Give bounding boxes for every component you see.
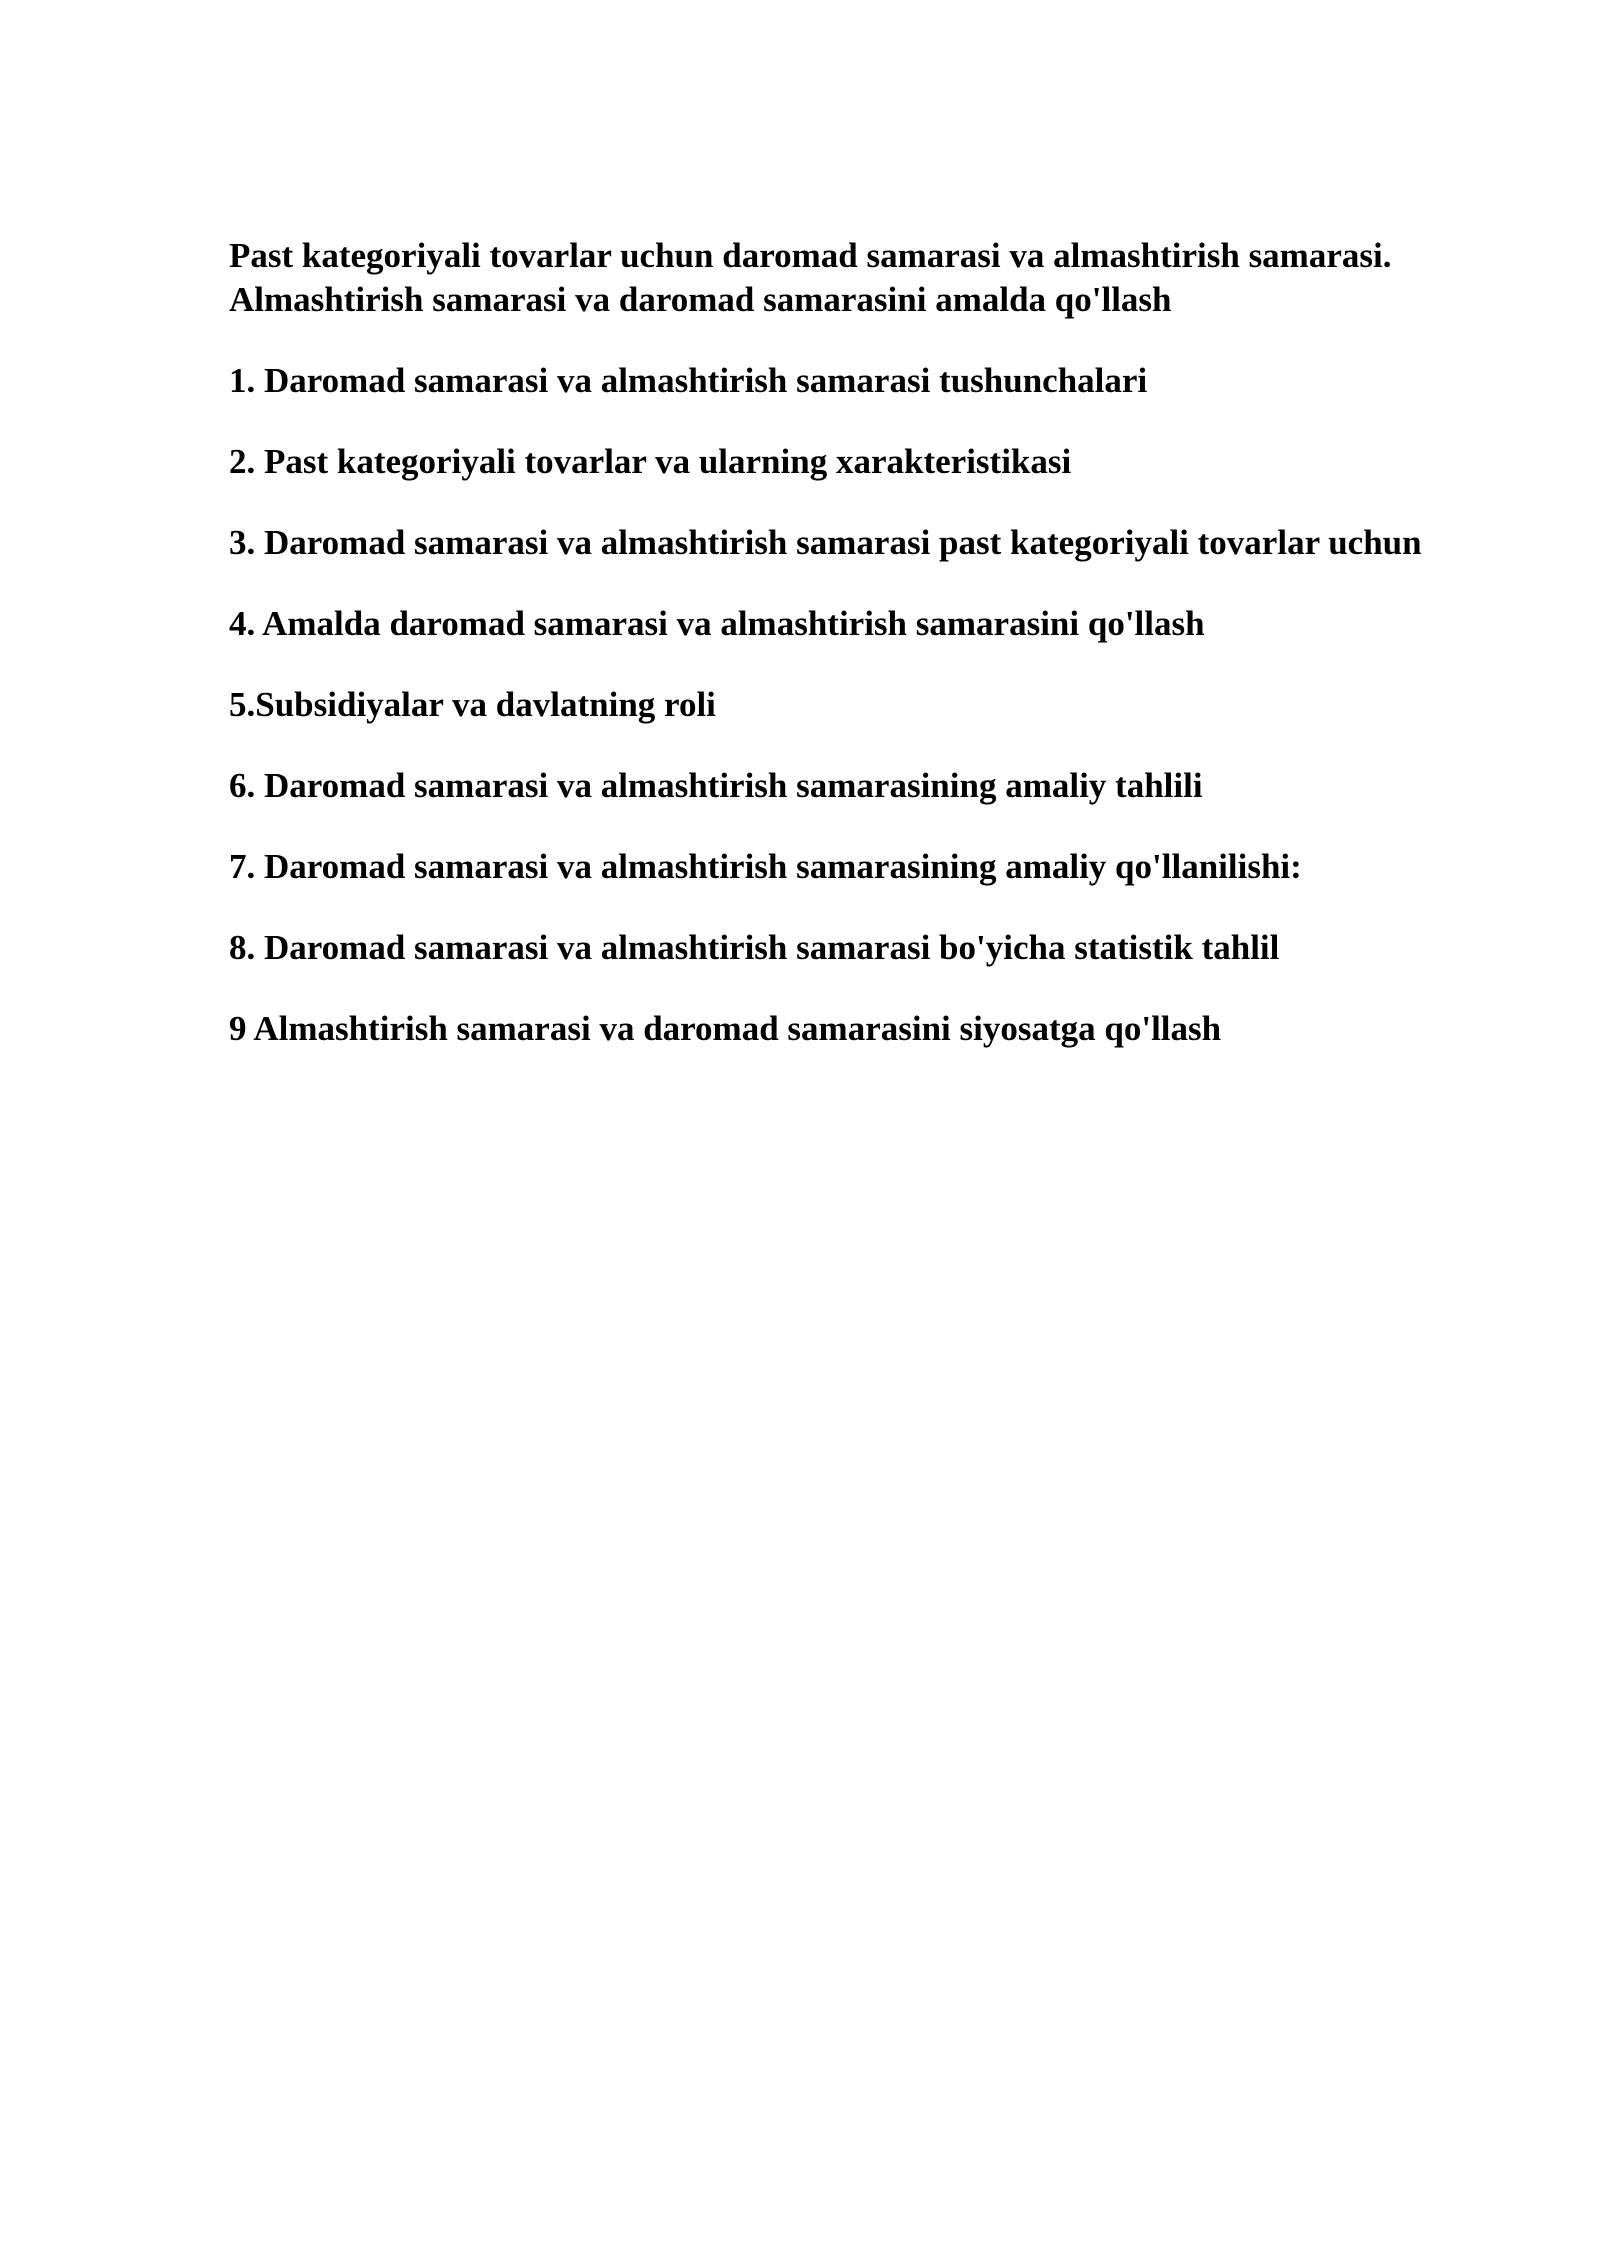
toc-item-6: 6. Daromad samarasi va almashtirish samarasining amaliy tahlili bbox=[229, 766, 1203, 805]
toc-item-7: 7. Daromad samarasi va almashtirish samarasining amaliy qo'llanilishi: bbox=[229, 847, 1302, 886]
document-title-line-2: Almashtirish samarasi va daromad samarasini amalda qo'llash bbox=[229, 280, 1172, 319]
toc-item-5: 5.Subsidiyalar va davlatning roli bbox=[229, 685, 716, 724]
toc-item-2: 2. Past kategoriyali tovarlar va ularning xarakteristikasi bbox=[229, 442, 1072, 481]
document-content bbox=[229, 234, 1529, 1088]
table-of-contents bbox=[229, 359, 1529, 1051]
toc-item-1: 1. Daromad samarasi va almashtirish samarasi tushunchalari bbox=[229, 361, 1148, 400]
toc-item-4: 4. Amalda daromad samarasi va almashtirish samarasini qo'llash bbox=[229, 604, 1205, 643]
document-title bbox=[229, 234, 1529, 322]
toc-item-8: 8. Daromad samarasi va almashtirish samarasi bo'yicha statistik tahlil bbox=[229, 928, 1280, 967]
document-title-line-1: Past kategoriyali tovarlar uchun daromad samarasi va almashtirish samarasi. bbox=[229, 236, 1392, 275]
toc-item-3: 3. Daromad samarasi va almashtirish samarasi past kategoriyali tovarlar uchun bbox=[229, 523, 1422, 562]
toc-item-9: 9 Almashtirish samarasi va daromad samarasini siyosatga qo'llash bbox=[229, 1009, 1222, 1048]
